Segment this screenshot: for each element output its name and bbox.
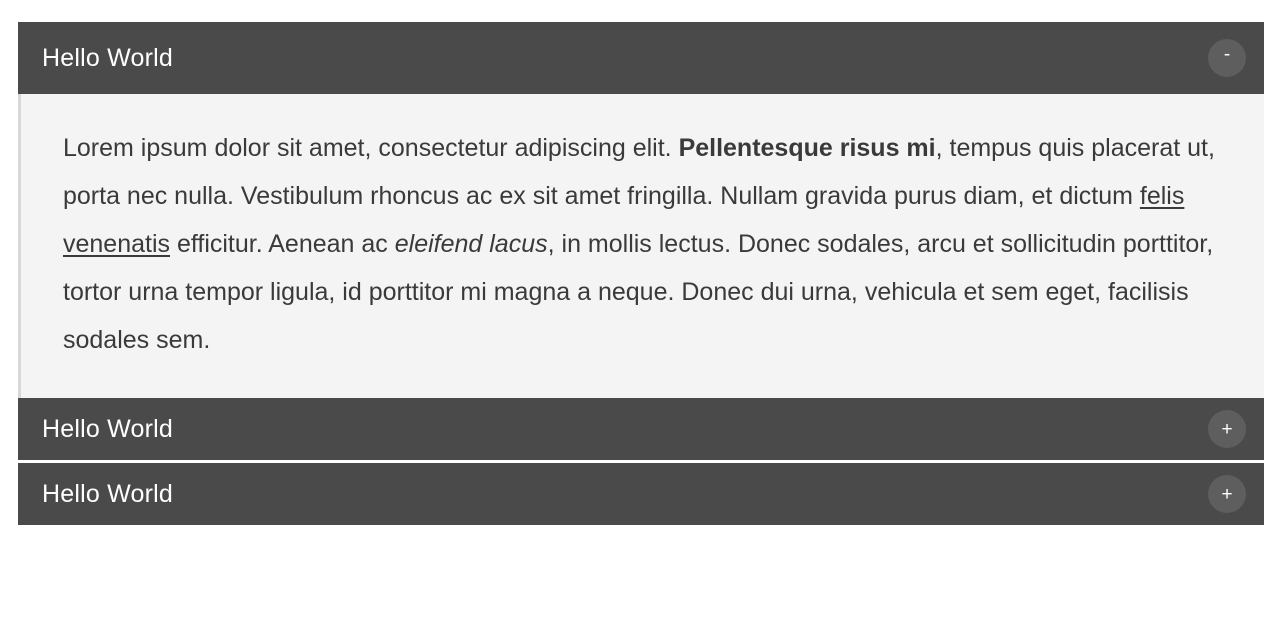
accordion-panel-1 bbox=[18, 22, 1264, 398]
accordion-header-2[interactable] bbox=[18, 398, 1264, 460]
body-segment: Lorem ipsum dolor sit amet, consectetur adipiscing elit. bbox=[63, 134, 679, 162]
plus-icon[interactable]: + bbox=[1208, 410, 1246, 448]
accordion-header-3[interactable] bbox=[18, 463, 1264, 525]
accordion-header-1[interactable] bbox=[18, 22, 1264, 94]
body-segment-underline: felis venenatis bbox=[63, 182, 1185, 258]
body-segment: , tempus quis placerat ut, porta nec nulla. Vestibulum rhoncus ac ex sit amet fringilla. Nullam gravida purus diam, et dictum bbox=[63, 134, 1215, 210]
accordion-title-2: Hello World bbox=[42, 414, 173, 443]
accordion-body-1 bbox=[18, 94, 1264, 398]
plus-icon[interactable]: + bbox=[1208, 475, 1246, 513]
body-segment-italic: eleifend lacus bbox=[394, 230, 548, 258]
minus-icon[interactable]: - bbox=[1208, 39, 1246, 77]
accordion-title-1: Hello World bbox=[42, 43, 173, 72]
body-segment-bold: Pellentesque risus mi bbox=[678, 134, 936, 162]
accordion-body-text-1 bbox=[63, 124, 1224, 364]
body-segment: , in mollis lectus. Donec sodales, arcu et sollicitudin porttitor, tortor urna tempor ligula, id porttitor mi magna a neque. Donec dui urna, vehicula et sem eget, facilisis sodales sem. bbox=[63, 230, 1214, 354]
accordion-panel-3 bbox=[18, 463, 1264, 525]
accordion-panel-2 bbox=[18, 398, 1264, 460]
accordion bbox=[18, 22, 1264, 525]
accordion-title-3: Hello World bbox=[42, 479, 173, 508]
body-segment: efficitur. Aenean ac bbox=[170, 230, 395, 258]
